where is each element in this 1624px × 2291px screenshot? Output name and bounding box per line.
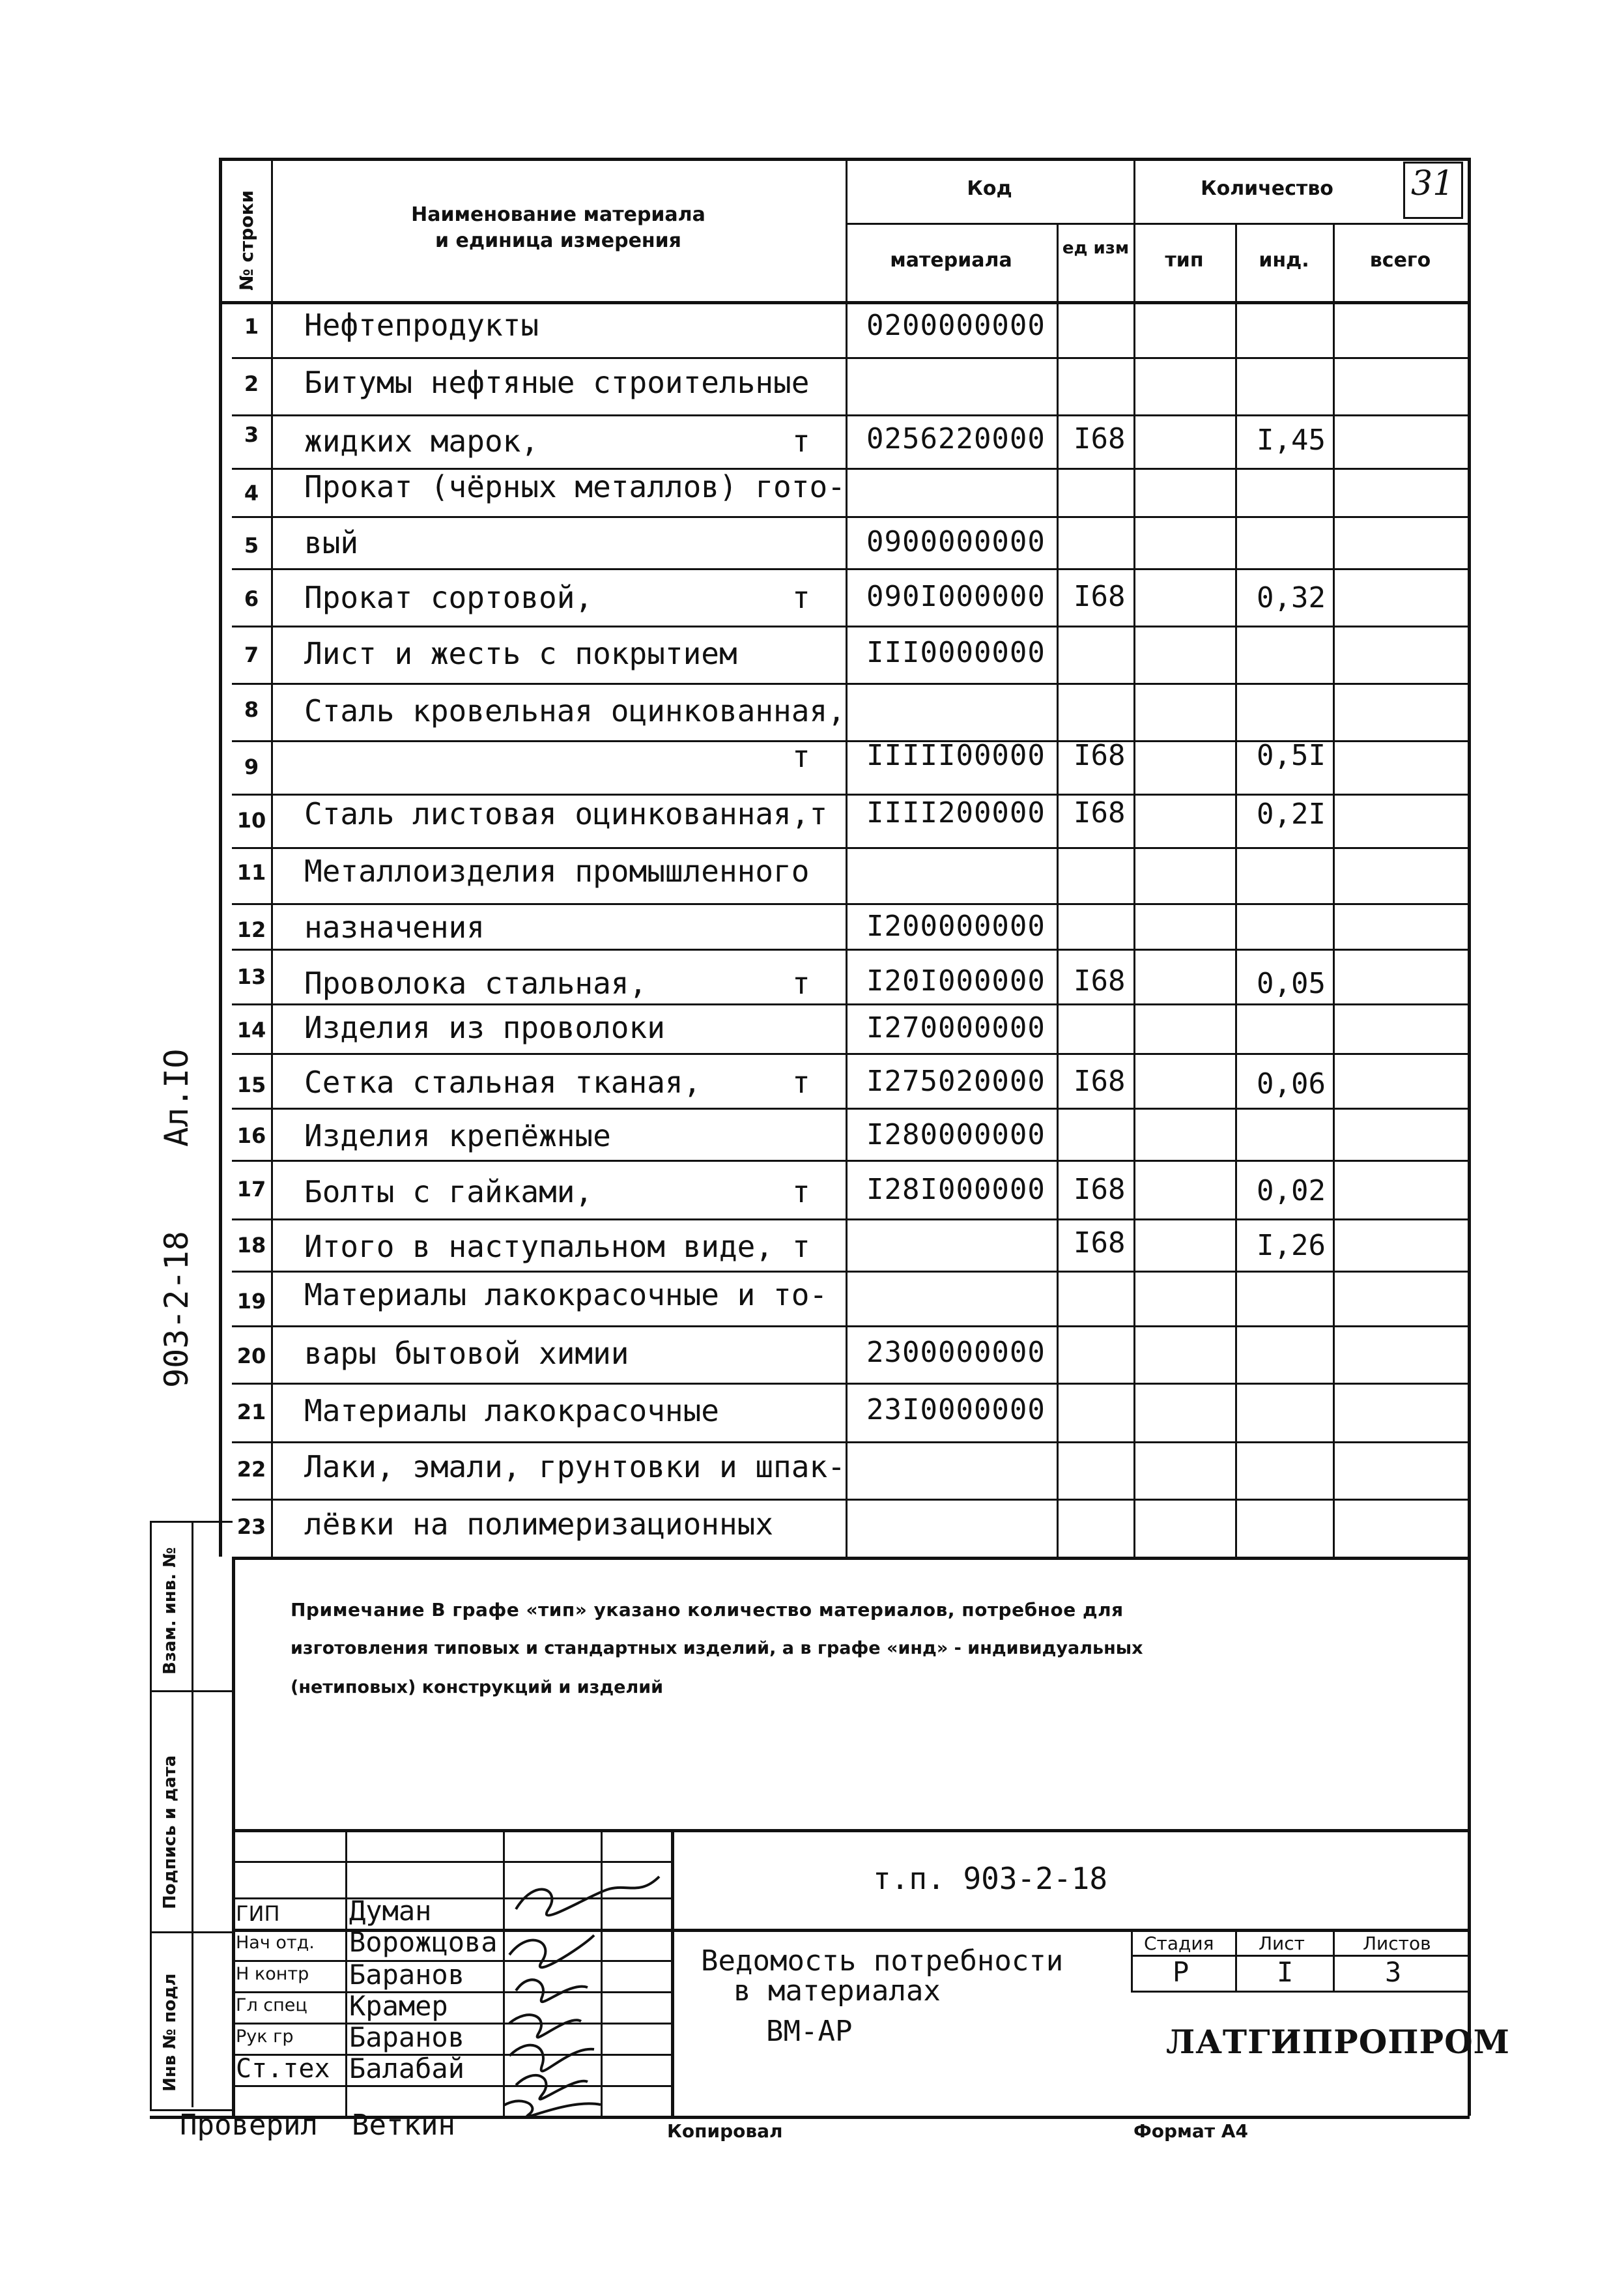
role-gl-spec: Гл спец xyxy=(236,1995,307,2015)
name-n-kontr: Баранов xyxy=(349,1959,465,1991)
header-qty-type: тип xyxy=(1165,249,1204,272)
org-name: ЛАТГИПРОПРОМ xyxy=(1166,2023,1510,2061)
name-gip: Думан xyxy=(349,1895,432,1927)
sheet-value: I xyxy=(1277,1956,1294,1988)
header-row-no: № строки xyxy=(236,190,257,291)
corner-number: 31 xyxy=(1411,164,1455,203)
sheet-label: Лист xyxy=(1259,1933,1305,1954)
role-gip: ГИП xyxy=(236,1901,280,1926)
side-album: Ал.IO xyxy=(158,1048,195,1147)
stamp-doc-number: т.п. 903-2-18 xyxy=(873,1861,1108,1896)
copied-label: Копировал xyxy=(667,2120,783,2142)
note-line1: Примечание В графе «тип» указано количество материалов, потребное для xyxy=(291,1599,1124,1621)
format-label: Формат А4 xyxy=(1133,2120,1248,2142)
side-doc-code: 903-2-18 xyxy=(158,1231,195,1388)
note-line2: изготовления типовых и стандартных изделий, а в графе «инд» - индивидуальных xyxy=(291,1638,1143,1658)
checked-label: Проверил xyxy=(180,2109,318,2142)
header-qty-ind: инд. xyxy=(1259,249,1309,272)
role-ruk-gr: Рук гр xyxy=(236,2026,294,2047)
note-line3: (нетиповых) конструкций и изделий xyxy=(291,1677,664,1697)
stage-value: Р xyxy=(1173,1956,1190,1988)
stamp-title-line1: Ведомость потребности xyxy=(701,1944,1064,1978)
stamp-title-line3: ВМ-АР xyxy=(766,2015,853,2048)
header-qty-group: Количество xyxy=(1201,177,1333,200)
stamp-title-line2: в материалах xyxy=(734,1974,941,2008)
stage-label: Стадия xyxy=(1144,1933,1214,1954)
side-vzam: Взам. инв. № xyxy=(160,1547,180,1675)
side-podpis: Подпись и дата xyxy=(160,1755,180,1909)
role-nach-otd: Нач отд. xyxy=(236,1933,315,1953)
header-name-line2: и единица измерения xyxy=(435,229,681,252)
header-code-group: Код xyxy=(967,177,1012,200)
side-inv: Инв № подл xyxy=(160,1973,180,2092)
sheets-value: 3 xyxy=(1385,1956,1402,1988)
name-gl-spec: Крамер xyxy=(349,1990,448,2022)
role-n-kontr: Н контр xyxy=(236,1964,309,1984)
name-ruk-gr: Баранов xyxy=(349,2021,465,2053)
role-st-teh: Ст.тех xyxy=(236,2054,330,2084)
name-st-teh: Балабай xyxy=(349,2053,465,2084)
sheets-label: Листов xyxy=(1363,1933,1431,1954)
name-nach-otd: Ворожцова xyxy=(349,1926,498,1958)
header-code-material: материала xyxy=(890,249,1012,272)
header-qty-total: всего xyxy=(1369,249,1431,272)
header-code-unit: ед изм xyxy=(1062,238,1130,258)
signatures xyxy=(503,1851,672,2118)
checked-name: Веткин xyxy=(352,2109,455,2142)
header-name-line1: Наименование материала xyxy=(411,203,705,226)
